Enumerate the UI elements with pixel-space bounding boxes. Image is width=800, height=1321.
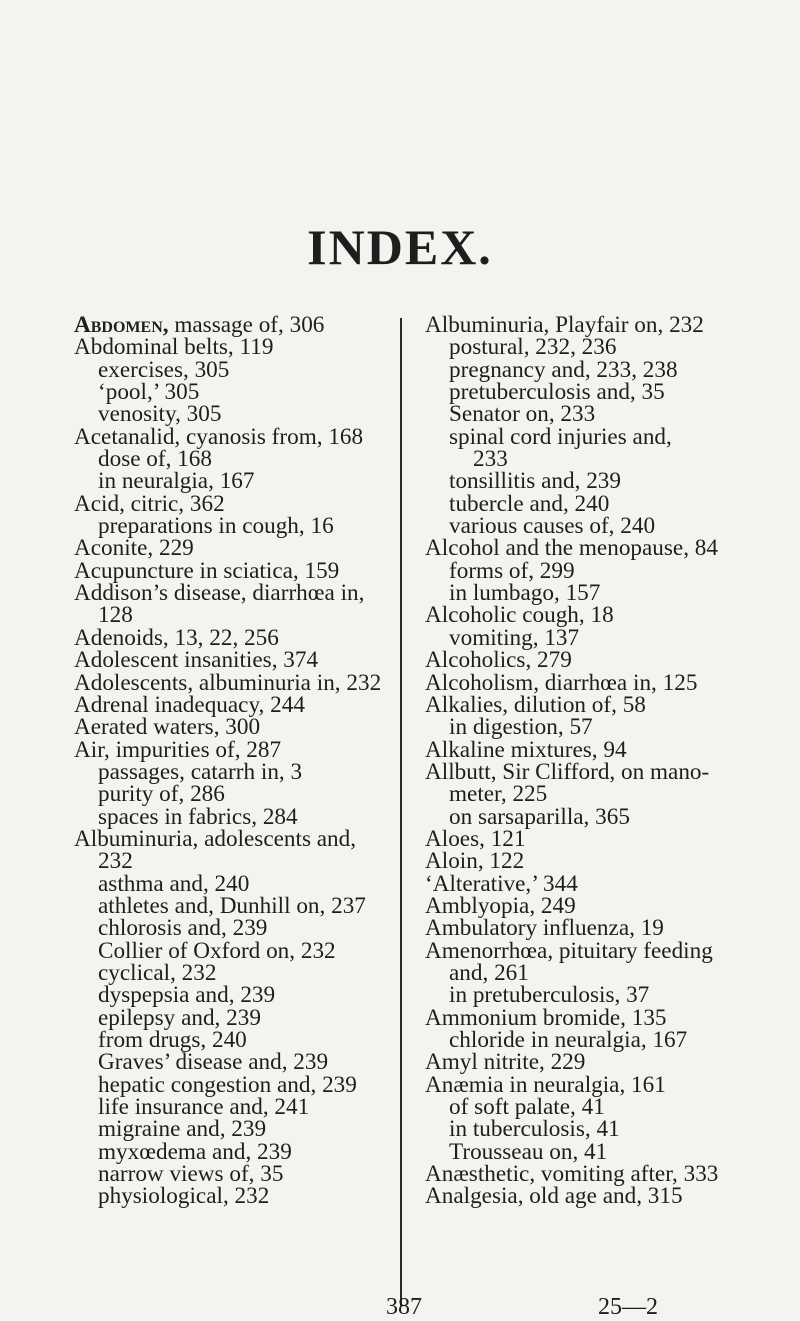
index-entry-text: Albuminuria, Playfair on, 232 <box>425 312 704 338</box>
index-subentry <box>74 379 396 406</box>
index-entry-text: chlorosis and, 239 <box>98 915 268 942</box>
index-entry-text: spinal cord injuries and, <box>449 423 672 450</box>
index-subentry <box>425 356 725 383</box>
index-entry <box>74 691 396 718</box>
index-entry-text: Acetanalid, cyanosis from, 168 <box>74 423 364 450</box>
index-subentry <box>74 1161 396 1188</box>
index-subentry <box>74 468 396 495</box>
index-entry-text: Trousseau on, 41 <box>449 1138 608 1165</box>
index-entry-text: Alcohol and the menopause, 84 <box>425 535 718 562</box>
index-entry-text: Allbutt, Sir Clifford, on mano- <box>425 758 710 785</box>
index-entry-text: Aconite, 229 <box>74 535 194 562</box>
index-entry <box>74 624 396 651</box>
index-entry <box>74 423 396 450</box>
index-subentry <box>425 490 725 517</box>
index-entry-text: Acupuncture in sciatica, 159 <box>74 557 340 584</box>
index-entry-text: Anæsthetic, vomiting after, 333 <box>425 1161 719 1188</box>
index-entry <box>425 1004 725 1031</box>
index-entry-text: exercises, 305 <box>98 356 230 383</box>
index-subentry <box>74 959 396 986</box>
index-entry-text: Alkalies, dilution of, 58 <box>425 691 646 718</box>
index-subentry <box>425 580 725 607</box>
index-entry-text: ‘Alterative,’ 344 <box>425 870 578 897</box>
index-entry <box>74 535 396 562</box>
index-entry-text: cyclical, 232 <box>98 959 217 986</box>
index-entry-text: preparations in cough, 16 <box>98 513 334 540</box>
index-subentry <box>74 758 396 785</box>
index-subentry <box>74 1183 396 1210</box>
index-entry-text: Senator on, 233 <box>449 401 596 428</box>
index-entry <box>425 691 725 718</box>
index-subentry <box>74 915 396 942</box>
index-entry-text: life insurance and, 241 <box>98 1094 310 1121</box>
printer-signature: 25—2 <box>598 1294 658 1320</box>
index-entry <box>74 825 396 852</box>
index-entry <box>74 647 396 674</box>
index-entry <box>425 848 725 875</box>
index-entry-text: Adenoids, 13, 22, 256 <box>74 624 279 651</box>
index-subentry <box>74 513 396 540</box>
index-entry-text: various causes of, 240 <box>449 513 656 540</box>
index-subentry <box>74 1094 396 1121</box>
index-entry-text: on sarsaparilla, 365 <box>449 803 630 830</box>
index-entry-text: Amblyopia, 249 <box>425 892 576 919</box>
index-entry <box>425 602 725 629</box>
index-entry-text: 233 <box>473 446 508 473</box>
index-entry <box>74 736 396 763</box>
index-entry-text: Alcoholism, diarrhœa in, 125 <box>425 669 698 696</box>
index-entry-text: Alcoholics, 279 <box>425 647 572 674</box>
index-entry <box>74 314 396 336</box>
index-subentry <box>74 1138 396 1165</box>
index-entry-text: Aloes, 121 <box>425 825 526 852</box>
page-number: 387 <box>386 1294 422 1320</box>
index-entry-text: postural, 232, 236 <box>449 334 617 361</box>
index-entry <box>425 1161 725 1188</box>
index-entry-text: tubercle and, 240 <box>449 490 610 517</box>
index-entry-text: Adolescent insanities, 374 <box>74 647 319 674</box>
index-entry-text: narrow views of, 35 <box>98 1161 284 1188</box>
index-entry <box>74 848 396 875</box>
index-subentry <box>74 1029 396 1051</box>
index-entry-text: Acid, citric, 362 <box>74 490 225 517</box>
index-entry <box>425 1071 725 1098</box>
index-entry-text: pregnancy and, 233, 238 <box>449 356 678 383</box>
index-entry-text: Ammonium bromide, 135 <box>425 1004 667 1031</box>
index-entry-text: Addison’s disease, diarrhœa in, <box>74 580 365 607</box>
index-entry-text: meter, 225 <box>449 781 548 808</box>
index-entry-text: in pretuberculosis, 37 <box>449 982 650 1009</box>
index-entry-text: venosity, 305 <box>98 401 222 428</box>
index-entry-text: forms of, 299 <box>449 557 575 584</box>
index-entry-text: Air, impurities of, 287 <box>74 736 282 763</box>
index-entry-lead-word: Abdomen, <box>74 312 169 338</box>
index-subentry <box>425 423 725 450</box>
index-entry <box>425 647 725 674</box>
column-divider <box>400 318 402 1306</box>
index-entry-text: Graves’ disease and, 239 <box>98 1049 329 1076</box>
index-entry-text: epilepsy and, 239 <box>98 1004 261 1031</box>
index-entry <box>425 870 725 897</box>
index-subentry <box>425 513 725 540</box>
index-subentry <box>74 870 396 897</box>
index-subentry <box>74 982 396 1009</box>
index-entry <box>425 535 725 562</box>
index-entry <box>425 736 725 763</box>
index-entry-text: physiological, 232 <box>98 1183 270 1210</box>
index-subentry <box>425 781 725 808</box>
index-entry <box>425 314 725 336</box>
index-entry-text: massage of, 306 <box>168 312 325 338</box>
index-entry-text: hepatic congestion and, 239 <box>98 1071 357 1098</box>
index-entry <box>425 758 725 785</box>
index-entry <box>425 915 725 942</box>
index-subentry <box>425 446 725 473</box>
index-entry <box>425 937 725 964</box>
index-subentry <box>74 1071 396 1098</box>
index-entry-text: from drugs, 240 <box>98 1027 247 1053</box>
index-entry <box>74 557 396 584</box>
index-subentry <box>74 892 396 919</box>
index-entry <box>425 892 725 919</box>
index-entry-text: Ambulatory influenza, 19 <box>425 915 664 942</box>
index-subentry <box>74 803 396 830</box>
index-subentry <box>74 1004 396 1031</box>
index-subentry <box>425 1116 725 1143</box>
index-subentry <box>425 1029 725 1051</box>
index-entry-text: in lumbago, 157 <box>449 580 601 607</box>
index-entry-text: Aerated waters, 300 <box>74 714 261 741</box>
index-subentry <box>425 401 725 428</box>
index-subentry <box>425 982 725 1009</box>
index-subentry <box>425 379 725 406</box>
index-column-left <box>74 314 396 1208</box>
index-subentry <box>74 356 396 383</box>
index-entry <box>74 490 396 517</box>
index-entry-text: tonsillitis and, 239 <box>449 468 621 495</box>
index-entry-text: pretuberculosis and, 35 <box>449 379 665 406</box>
index-entry-text: Anæmia in neuralgia, 161 <box>425 1071 666 1098</box>
index-entry-text: and, 261 <box>449 959 529 986</box>
index-entry <box>74 334 396 361</box>
index-entry <box>74 580 396 607</box>
index-subentry <box>74 1116 396 1143</box>
page-title: INDEX. <box>307 219 493 275</box>
index-column-right <box>425 314 725 1208</box>
index-entry-text: vomiting, 137 <box>449 624 580 651</box>
index-subentry <box>425 959 725 986</box>
index-subentry <box>425 1138 725 1165</box>
index-entry <box>425 1183 725 1210</box>
index-subentry <box>425 714 725 741</box>
index-entry-text: passages, catarrh in, 3 <box>98 758 303 785</box>
index-entry-text: chloride in neuralgia, 167 <box>449 1027 688 1053</box>
index-entry-text: Alcoholic cough, 18 <box>425 602 614 629</box>
index-entry-text: of soft palate, 41 <box>449 1094 605 1121</box>
index-subentry <box>74 937 396 964</box>
index-entry <box>74 714 396 741</box>
index-subentry <box>425 334 725 361</box>
index-entry <box>74 669 396 696</box>
index-entry-text: Adrenal inadequacy, 244 <box>74 691 305 718</box>
index-entry <box>425 1049 725 1076</box>
index-subentry <box>74 401 396 428</box>
index-entry <box>425 669 725 696</box>
index-entry-text: spaces in fabrics, 284 <box>98 803 298 830</box>
index-entry-text: in digestion, 57 <box>449 714 593 741</box>
index-entry-text: Abdominal belts, 119 <box>74 334 274 361</box>
index-subentry <box>425 803 725 830</box>
index-subentry <box>425 557 725 584</box>
index-subentry <box>425 1094 725 1121</box>
index-entry-text: in tuberculosis, 41 <box>449 1116 620 1143</box>
index-entry-text: in neuralgia, 167 <box>98 468 255 495</box>
index-entry-text: Amenorrhœa, pituitary feeding <box>425 937 713 964</box>
index-entry-text: asthma and, 240 <box>98 870 250 897</box>
index-entry-text: Amyl nitrite, 229 <box>425 1049 586 1076</box>
index-entry-text: Albuminuria, adolescents and, <box>74 825 357 852</box>
index-entry-text: Aloin, 122 <box>425 848 525 875</box>
index-entry-text: 128 <box>98 602 133 629</box>
index-entry-text: purity of, 286 <box>98 781 225 808</box>
index-entry <box>74 602 396 629</box>
index-entry-text: dose of, 168 <box>98 446 212 473</box>
index-subentry <box>74 446 396 473</box>
index-entry-text: Adolescents, albuminuria in, 232 <box>74 669 382 696</box>
index-subentry <box>74 781 396 808</box>
index-entry-text: Alkaline mixtures, 94 <box>425 736 627 763</box>
index-entry-text: athletes and, Dunhill on, 237 <box>98 892 366 919</box>
index-entry-text: migraine and, 239 <box>98 1116 267 1143</box>
index-subentry <box>74 1049 396 1076</box>
index-entry <box>425 825 725 852</box>
index-entry-text: Analgesia, old age and, 315 <box>425 1183 683 1210</box>
index-entry-text: Collier of Oxford on, 232 <box>98 937 336 964</box>
index-entry-text: ‘pool,’ 305 <box>98 379 200 406</box>
index-entry-text: dyspepsia and, 239 <box>98 982 276 1009</box>
index-subentry <box>425 624 725 651</box>
index-subentry <box>425 468 725 495</box>
index-entry-text: myxœdema and, 239 <box>98 1138 292 1165</box>
index-entry-text: 232 <box>98 848 133 875</box>
